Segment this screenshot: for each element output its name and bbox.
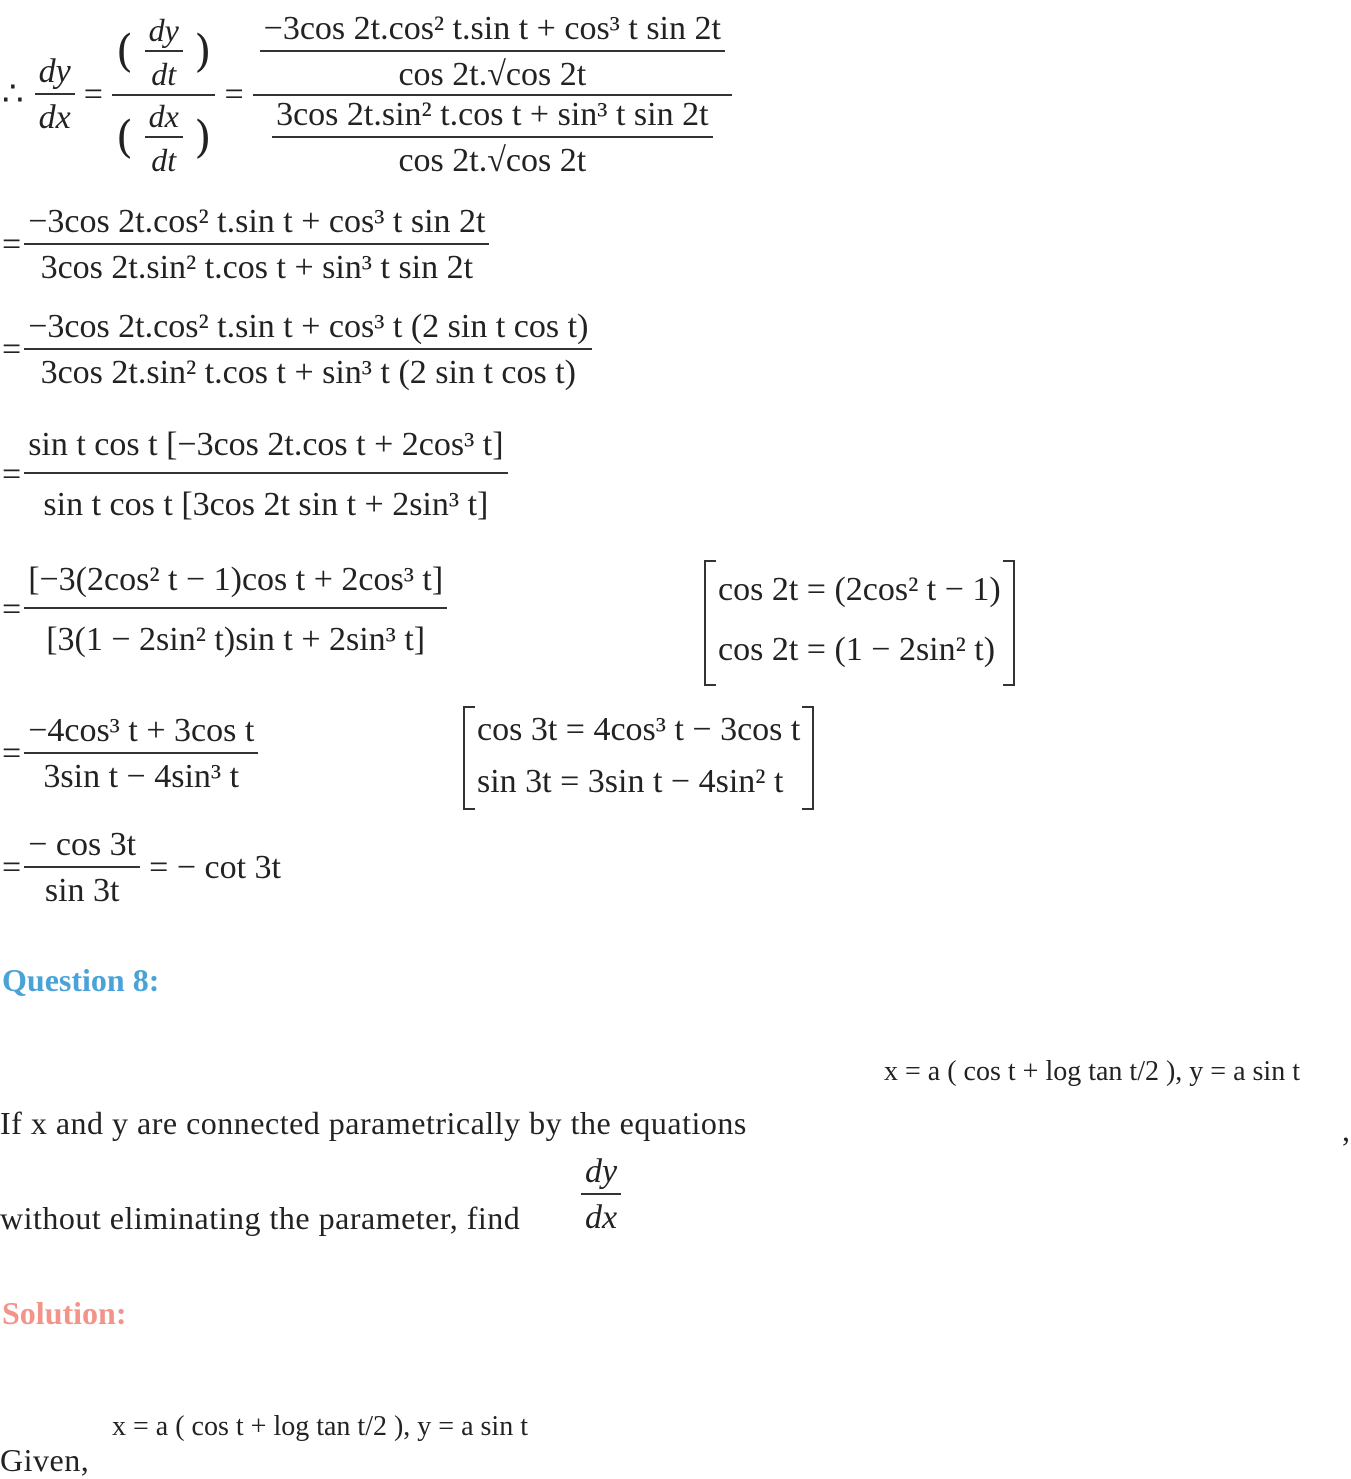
step-4-fraction	[24, 563, 447, 657]
solution-heading: Solution:	[2, 1295, 127, 1331]
triple-angle-identities-box	[463, 706, 814, 810]
step-6-denominator: sin 3t	[44, 872, 120, 909]
step-6	[2, 828, 281, 908]
step-3-numerator: sin t cos t [−3cos 2t.cos t + 2cos³ t]	[24, 428, 507, 474]
compound-upper-den: cos 2t.√cos 2t	[398, 56, 587, 93]
final-result: = − cot 3t	[149, 849, 281, 886]
compound-lower-num: 3cos 2t.sin² t.cos t + sin³ t sin 2t	[272, 98, 712, 138]
find-fraction	[581, 1155, 621, 1235]
double-angle-identities-box	[704, 560, 1015, 686]
step-6-numerator: − cos 3t	[24, 828, 140, 868]
equals-sign: =	[224, 76, 244, 113]
given-label: Given,	[0, 1442, 90, 1478]
find-dy-dx	[578, 1155, 624, 1235]
step-1-numerator: −3cos 2t.cos² t.sin t + cos³ t sin 2t	[24, 205, 489, 245]
question-text-line2: without eliminating the parameter, find	[0, 1200, 521, 1236]
equals-sign: =	[2, 849, 22, 886]
compound-upper-num: −3cos 2t.cos² t.sin t + cos³ t sin 2t	[260, 12, 725, 52]
question-heading: Question 8:	[2, 962, 160, 998]
equals-sign: =	[2, 456, 22, 493]
step-5-denominator: 3sin t − 4sin³ t	[43, 758, 240, 795]
compound-fraction	[253, 12, 732, 178]
equals-sign: =	[2, 735, 22, 772]
given-equation-text: x = a ( cos t + log tan t/2 ), y = a sin t	[112, 1411, 528, 1442]
step-2-fraction	[24, 310, 592, 390]
compound-upper-fraction	[260, 12, 725, 92]
dx-dt-fraction	[145, 100, 183, 176]
dy-dt-den: dt	[151, 56, 177, 92]
step-3-denominator: sin t cos t [3cos 2t sin t + 2sin³ t]	[43, 486, 489, 523]
identity-cos2t-cos: cos 2t = (2cos² t − 1)	[718, 571, 1001, 608]
question-equation	[884, 1058, 1300, 1086]
dy-dt-num: dy	[145, 14, 183, 52]
step-1	[2, 205, 492, 285]
equals-sign: =	[2, 226, 22, 263]
dy-dx-numerator: dy	[35, 55, 75, 95]
step-4-numerator: [−3(2cos² t − 1)cos t + 2cos³ t]	[24, 563, 447, 609]
step-6-fraction	[24, 828, 140, 908]
step-5	[2, 714, 261, 794]
find-numerator: dy	[581, 1155, 621, 1195]
find-denominator: dx	[585, 1199, 618, 1236]
identity-cos2t-sin: cos 2t = (1 − 2sin² t)	[718, 631, 996, 668]
dy-dt-fraction	[145, 14, 183, 90]
identity-sin3t: sin 3t = 3sin t − 4sin² t	[477, 763, 784, 800]
step-4-denominator: [3(1 − 2sin² t)sin t + 2sin³ t]	[46, 621, 426, 658]
question-text-line1: If x and y are connected parametrically by the equations	[0, 1105, 747, 1141]
compound-lower-fraction	[272, 98, 712, 178]
step-2-numerator: −3cos 2t.cos² t.sin t + cos³ t (2 sin t cos t)	[24, 310, 592, 350]
step-5-fraction	[24, 714, 258, 794]
top-equation	[2, 0, 735, 190]
step-3	[2, 428, 511, 522]
question-equation-text: x = a ( cos t + log tan t/2 ), y = a sin t	[884, 1056, 1300, 1087]
step-1-denominator: 3cos 2t.sin² t.cos t + sin³ t sin 2t	[40, 249, 474, 286]
step-1-fraction	[24, 205, 489, 285]
chain-rule-fraction: ( $\frac{dy}{dt}$ ) ( $\frac{dx}{dt}$ )	[112, 14, 216, 176]
given-equation	[112, 1413, 528, 1441]
dy-dx-fraction	[35, 55, 75, 135]
equals-sign: =	[2, 331, 22, 368]
step-5-numerator: −4cos³ t + 3cos t	[24, 714, 258, 754]
question-comma: ,	[1342, 1112, 1351, 1148]
equals-sign: =	[2, 591, 22, 628]
compound-lower-den: cos 2t.√cos 2t	[398, 142, 587, 179]
therefore-symbol: ∴	[2, 76, 24, 113]
step-2-denominator: 3cos 2t.sin² t.cos t + sin³ t (2 sin t cos t)	[40, 354, 576, 391]
equals-sign: =	[83, 76, 103, 113]
dx-dt-den: dt	[151, 142, 177, 178]
dy-dx-denominator: dx	[38, 99, 71, 136]
step-3-fraction	[24, 428, 507, 522]
step-4	[2, 563, 450, 657]
dx-dt-num: dx	[145, 100, 183, 138]
step-2	[2, 310, 595, 390]
identity-cos3t: cos 3t = 4cos³ t − 3cos t	[477, 711, 801, 748]
